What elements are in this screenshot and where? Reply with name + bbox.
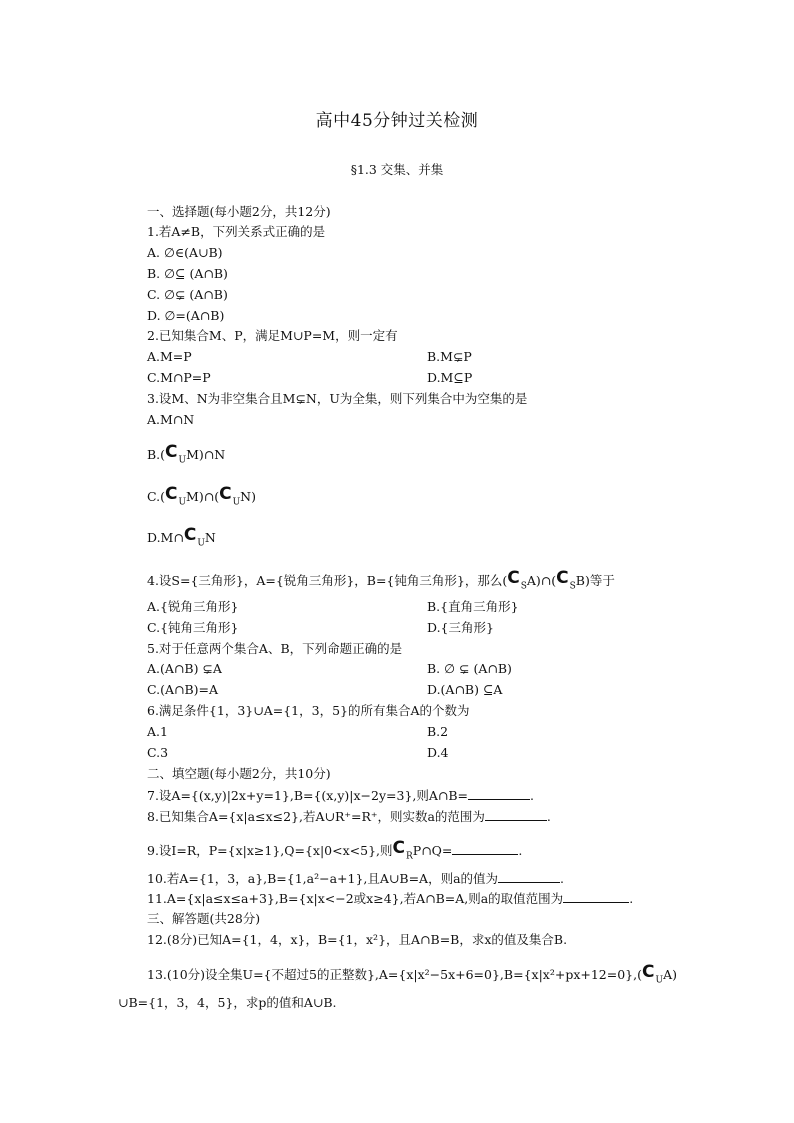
q4-stem: 4.设S={三角形}，A={锐角三角形}，B={钝角三角形}，那么$(C_SA)\cap(C_SB)$等于	[147, 568, 615, 592]
q7-line: 7.设A={(x,y)|2x+y=1},B={(x,y)|x−2y=3},则A∩B= .	[147, 788, 535, 803]
q10-line: 10.若A={1，3，a},B={1,a²−a+1},且A∪B=A，则a的值为 .	[147, 871, 565, 886]
q6-option-c: C.3	[147, 745, 169, 760]
complement-symbol: C	[219, 484, 232, 504]
complement-symbol: C	[507, 568, 520, 588]
q11-line: 11.A={x|a≤x≤a+3},B={x|x<−2或x≥4},若A∩B=A,则a的取值范围为 .	[147, 891, 634, 906]
q6-option-b: B.2	[427, 724, 449, 739]
q3-option-a: A.M∩N	[147, 412, 195, 427]
complement-symbol: C	[641, 962, 655, 982]
section-heading-choice: 一、选择题(每小题2分，共12分)	[147, 204, 331, 219]
q4-option-d: D.{三角形}	[427, 620, 494, 635]
q2-option-d: D.M⊆P	[427, 370, 473, 385]
answer-blank[interactable]	[563, 890, 629, 903]
q1-option-c: C. ∅⊊ (A∩B)	[147, 287, 228, 302]
complement-symbol: C	[392, 838, 405, 858]
q13-line-1: 13.(10分)设全集U={不超过5的正整数}$,A=\{x|x^2-5x+6=0\},B=\{x|x^2+px+12=0\},(C_UA)$	[147, 962, 677, 986]
q13-line-2: ∪B={1，3，4，5}，求p的值和A∪B.	[118, 995, 337, 1010]
q9-line: 9.设I=R，P={x|x≥1},Q={x|0<x<5},则$C_RP\cap Q=$ .	[147, 838, 523, 862]
page-title: 高中45分钟过关检测	[315, 111, 479, 131]
complement-symbol: C	[556, 568, 569, 588]
q5-option-a: A.(A∩B) ⊊A	[147, 661, 222, 676]
q3-option-d: $D.M\cap C_UN$	[147, 525, 216, 549]
complement-symbol: C	[183, 525, 197, 545]
q4-option-c: C.{钝角三角形}	[147, 620, 239, 635]
q1-option-a: A. ∅∈(A∪B)	[147, 245, 223, 260]
answer-blank[interactable]	[485, 808, 547, 821]
complement-symbol: C	[165, 442, 178, 462]
section-heading-solve: 三、解答题(共28分)	[147, 911, 261, 926]
q6-option-d: D.4	[427, 745, 449, 760]
q4-option-a: A.{锐角三角形}	[147, 599, 239, 614]
q1-option-d: D. ∅=(A∩B)	[147, 308, 225, 323]
q6-stem: 6.满足条件{1，3}∪A={1，3，5}的所有集合A的个数为	[147, 703, 470, 718]
q5-option-c: C.(A∩B)=A	[147, 682, 219, 697]
q2-option-c: C.M∩P=P	[147, 370, 211, 385]
q5-option-d: D.(A∩B) ⊆A	[427, 682, 503, 697]
answer-blank[interactable]	[468, 787, 530, 800]
q3-option-b: $B.(C_UM)\cap N$	[147, 442, 226, 466]
answer-blank[interactable]	[452, 842, 518, 855]
q3-stem: 3.设M、N为非空集合且M⊊N，U为全集，则下列集合中为空集的是	[147, 391, 528, 406]
answer-blank[interactable]	[498, 870, 560, 883]
q12-line: 12.(8分)已知A={1，4，x}，B={1，x²}，且A∩B=B，求x的值及集合B.	[147, 932, 568, 947]
q1-option-b: B. ∅⊆ (A∩B)	[147, 266, 228, 281]
q5-option-b: B. ∅ ⊊ (A∩B)	[427, 661, 512, 676]
q2-stem: 2.已知集合M、P，满足M∪P=M，则一定有	[147, 328, 398, 343]
section-subtitle: §1.3 交集、并集	[350, 162, 444, 177]
q3-option-c: $C.(C_UM)\cap(C_UN)$	[147, 484, 256, 508]
q2-option-b: B.M⊊P	[427, 349, 472, 364]
q4-option-b: B.{直角三角形}	[427, 599, 519, 614]
q8-line: 8.已知集合A={x|a≤x≤2},若A∪R⁺=R⁺，则实数a的范围为 .	[147, 809, 551, 824]
q1-stem: 1.若A≠B，下列关系式正确的是	[147, 224, 326, 239]
q2-option-a: A.M=P	[147, 349, 192, 364]
complement-symbol: C	[164, 484, 178, 504]
q5-stem: 5.对于任意两个集合A、B，下列命题正确的是	[147, 641, 403, 656]
section-heading-fill: 二、填空题(每小题2分，共10分)	[147, 766, 331, 781]
q6-option-a: A.1	[147, 724, 168, 739]
